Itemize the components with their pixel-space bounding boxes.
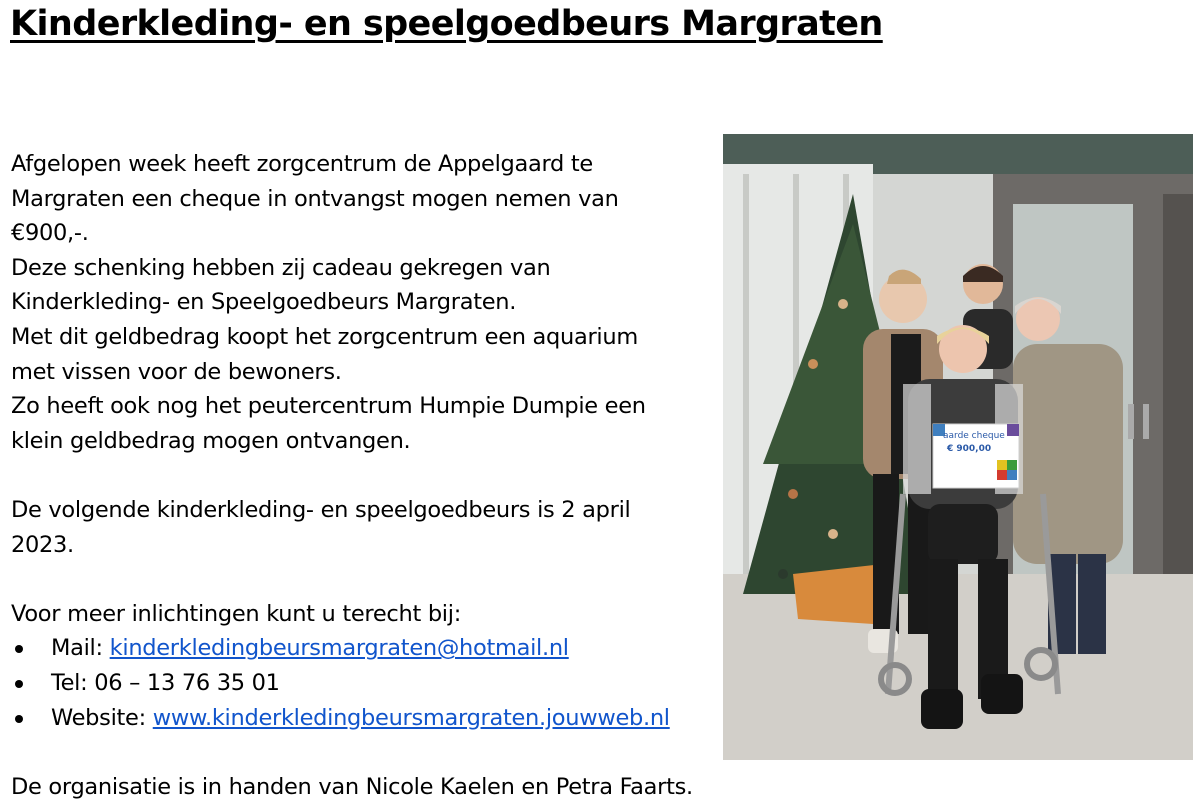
paragraph-line: Kinderkleding- en Speelgoedbeurs Margraten. <box>11 289 517 316</box>
spacer <box>11 562 711 597</box>
next-fair-line: 2023. <box>11 531 74 558</box>
contact-list <box>11 631 711 735</box>
website-label: Website: <box>51 704 153 731</box>
page-title: Kinderkleding- en speelgoedbeurs Margraten <box>10 4 883 44</box>
mail-link[interactable]: kinderkledingbeursmargraten@hotmail.nl <box>109 635 569 662</box>
article-body <box>11 147 711 804</box>
cheque-title: aarde cheque <box>943 431 1005 441</box>
tel-label: Tel: 06 – 13 76 35 01 <box>51 669 280 696</box>
paragraph-line: Afgelopen week heeft zorgcentrum de Appelgaard te <box>11 151 593 177</box>
cheque-amount: € 900,00 <box>947 444 992 454</box>
mail-label: Mail: <box>51 635 110 662</box>
cheque-photo <box>723 134 1193 760</box>
website-link[interactable]: www.kinderkledingbeursmargraten.jouwweb.nl <box>152 704 670 731</box>
paragraph-line: Zo heeft ook nog het peutercentrum Humpie Dumpie een <box>11 393 646 420</box>
paragraph-line: Met dit geldbedrag koopt het zorgcentrum een aquarium <box>11 323 638 350</box>
contact-mail <box>11 631 711 666</box>
paragraph-line: Margraten een cheque in ontvangst mogen nemen van <box>11 185 619 212</box>
paragraph-line: met vissen voor de bewoners. <box>11 358 342 385</box>
paragraph-line: Deze schenking hebben zij cadeau gekregen van <box>11 254 551 281</box>
next-fair-line: De volgende kinderkleding- en speelgoedbeurs is 2 april <box>11 496 631 523</box>
info-intro: Voor meer inlichtingen kunt u terecht bij: <box>11 600 461 627</box>
paragraph-line: €900,-. <box>11 220 89 247</box>
paragraph-line: klein geldbedrag mogen ontvangen. <box>11 427 411 454</box>
spacer <box>11 735 711 770</box>
spacer <box>11 458 711 493</box>
contact-tel <box>11 666 711 701</box>
closing-line: De organisatie is in handen van Nicole Kaelen en Petra Faarts. <box>11 773 693 800</box>
contact-website <box>11 701 711 736</box>
